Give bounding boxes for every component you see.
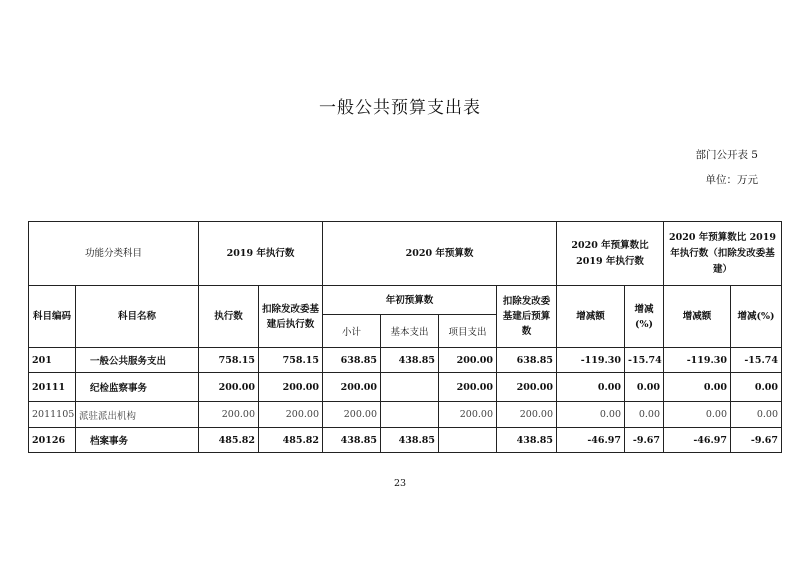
cell-change-amount-adjusted: -119.30	[664, 348, 731, 373]
cell-budget-adjusted: 200.00	[497, 373, 557, 402]
header-project: 项目支出	[439, 315, 497, 348]
cell-change-percent: 0.00	[625, 402, 664, 428]
cell-exec-adjusted: 200.00	[259, 402, 323, 428]
unit-label: 单位：万元	[705, 174, 758, 186]
header-exec: 执行数	[199, 286, 259, 348]
cell-change-percent: -9.67	[625, 428, 664, 453]
cell-exec: 200.00	[199, 373, 259, 402]
table-row	[29, 402, 782, 428]
header-func-class: 功能分类科目	[29, 222, 199, 286]
cell-basic	[381, 373, 439, 402]
table-row	[29, 348, 782, 373]
cell-exec-adjusted: 200.00	[259, 373, 323, 402]
cell-change-percent: 0.00	[625, 373, 664, 402]
cell-change-percent-adjusted: 0.00	[731, 402, 782, 428]
cell-change-amount: 0.00	[557, 373, 625, 402]
cell-subtotal: 438.85	[323, 428, 381, 453]
cell-name: 一般公共服务支出	[76, 348, 199, 373]
cell-exec: 200.00	[199, 402, 259, 428]
header-compare-exec: 2020 年预算数比 2019 年执行数	[557, 222, 664, 286]
cell-change-amount-adjusted: -46.97	[664, 428, 731, 453]
cell-code: 201	[29, 348, 76, 373]
cell-project: 200.00	[439, 402, 497, 428]
table-row	[29, 373, 782, 402]
cell-project: 200.00	[439, 348, 497, 373]
header-change-amount-adjusted: 增减额	[664, 286, 731, 348]
header-change-percent: 增减(%)	[625, 286, 664, 348]
header-budget-2020: 2020 年预算数	[323, 222, 557, 286]
cell-exec: 758.15	[199, 348, 259, 373]
cell-change-amount: 0.00	[557, 402, 625, 428]
cell-change-amount-adjusted: 0.00	[664, 373, 731, 402]
cell-exec: 485.82	[199, 428, 259, 453]
header-budget-adjusted: 扣除发改委基建后预算数	[497, 286, 557, 348]
header-compare-adjusted: 2020 年预算数比 2019 年执行数（扣除发改委基建）	[664, 222, 782, 286]
cell-basic: 438.85	[381, 428, 439, 453]
cell-change-percent-adjusted: 0.00	[731, 373, 782, 402]
page-title: 一般公共预算支出表	[319, 98, 481, 118]
cell-project	[439, 428, 497, 453]
cell-name: 纪检监察事务	[76, 373, 199, 402]
cell-change-percent: -15.74	[625, 348, 664, 373]
cell-change-amount-adjusted: 0.00	[664, 402, 731, 428]
cell-code: 2011105	[29, 402, 76, 428]
cell-change-amount: -119.30	[557, 348, 625, 373]
cell-change-percent-adjusted: -9.67	[731, 428, 782, 453]
cell-budget-adjusted: 438.85	[497, 428, 557, 453]
cell-subtotal: 200.00	[323, 402, 381, 428]
header-initial-budget: 年初预算数	[323, 286, 497, 315]
cell-name: 档案事务	[76, 428, 199, 453]
budget-table	[28, 221, 782, 453]
cell-code: 20111	[29, 373, 76, 402]
cell-project: 200.00	[439, 373, 497, 402]
cell-basic: 438.85	[381, 348, 439, 373]
cell-budget-adjusted: 200.00	[497, 402, 557, 428]
cell-change-amount: -46.97	[557, 428, 625, 453]
cell-name: 派驻派出机构	[76, 402, 199, 428]
cell-budget-adjusted: 638.85	[497, 348, 557, 373]
page-number: 23	[393, 478, 407, 489]
cell-change-percent-adjusted: -15.74	[731, 348, 782, 373]
header-subtotal: 小计	[323, 315, 381, 348]
header-code: 科目编码	[29, 286, 76, 348]
cell-exec-adjusted: 758.15	[259, 348, 323, 373]
table-row	[29, 428, 782, 453]
header-name: 科目名称	[76, 286, 199, 348]
header-change-amount: 增减额	[557, 286, 625, 348]
header-exec-2019: 2019 年执行数	[199, 222, 323, 286]
cell-subtotal: 200.00	[323, 373, 381, 402]
header-exec-adjusted: 扣除发改委基建后执行数	[259, 286, 323, 348]
header-basic: 基本支出	[381, 315, 439, 348]
header-change-percent-adjusted: 增减(%)	[731, 286, 782, 348]
cell-basic	[381, 402, 439, 428]
cell-code: 20126	[29, 428, 76, 453]
cell-exec-adjusted: 485.82	[259, 428, 323, 453]
cell-subtotal: 638.85	[323, 348, 381, 373]
table-number: 部门公开表 5	[695, 149, 758, 161]
